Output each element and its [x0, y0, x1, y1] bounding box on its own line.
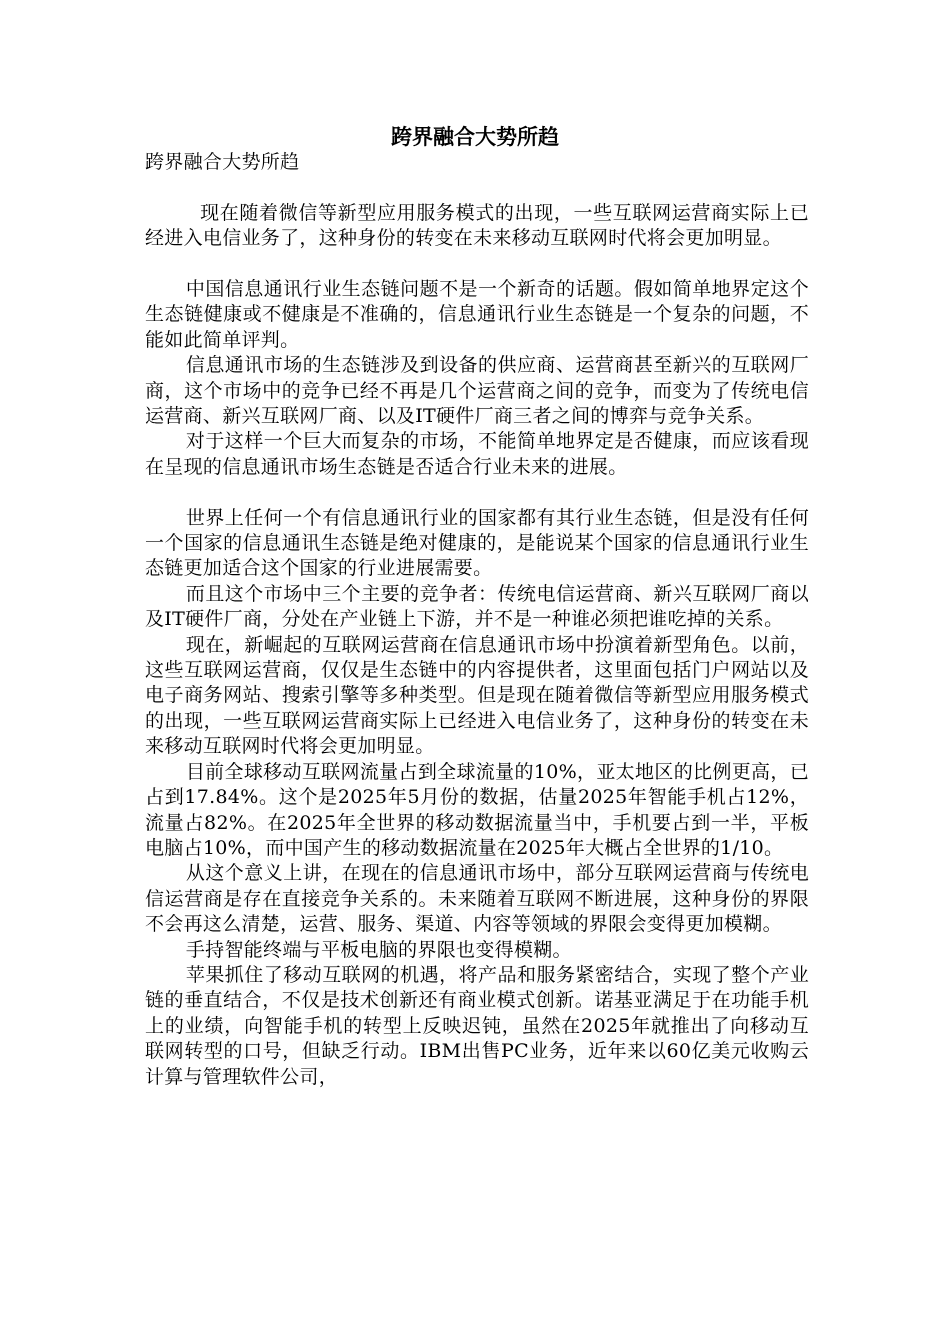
paragraph: 目前全球移动互联网流量占到全球流量的10%，亚太地区的比例更高，已占到17.84%。这个是2025年5月份的数据，估量2025年智能手机占12%，流量占82%。在2025年全世界的移动数据流量当中，手机要占到一半，平板电脑占10%，而中国产生的移动数据流量在2025年大概占全世界的1/10。 [145, 760, 809, 859]
paragraph: 手持智能终端与平板电脑的界限也变得模糊。 [185, 938, 572, 961]
paragraph: 中国信息通讯行业生态链问题不是一个新奇的话题。假如简单地界定这个生态链健康或不健康是不准确的，信息通讯行业生态链是一个复杂的问题，不能如此简单评判。 [145, 278, 809, 351]
paragraph: 苹果抓住了移动互联网的机遇，将产品和服务紧密结合，实现了整个产业链的垂直结合，不仅是技术创新还有商业模式创新。诺基亚满足于在功能手机上的业绩，向智能手机的转型上反映迟钝，虽然在2025年就推出了向移动互联网转型的口号，但缺乏行动。IBM出售PC业务，近年来以60亿美元收购云计算与管理软件公司， [145, 963, 809, 1088]
paragraph: 从这个意义上讲，在现在的信息通讯市场中，部分互联网运营商与传统电信运营商是存在直接竞争关系的。未来随着互联网不断进展，这种身份的界限不会再这么清楚，运营、服务、渠道、内容等领域的界限会变得更加模糊。 [145, 862, 809, 936]
paragraph: 对于这样一个巨大而复杂的市场，不能简单地界定是否健康，而应该看现在呈现的信息通讯市场生态链是否适合行业未来的进展。 [145, 430, 809, 478]
document-subtitle: 跨界融合大势所趋 [145, 151, 300, 173]
document-title: 跨界融合大势所趋 [391, 124, 559, 149]
document-body [145, 150, 809, 1090]
paragraph: 信息通讯市场的生态链涉及到设备的供应商、运营商甚至新兴的互联网厂商，这个市场中的竞争已经不再是几个运营商之间的竞争，而变为了传统电信运营商、新兴互联网厂商、以及IT硬件厂商三者之间的博弈与竞争关系。 [145, 354, 809, 428]
paragraph: 而且这个市场中三个主要的竞争者：传统电信运营商、新兴互联网厂商以及IT硬件厂商，分处在产业链上下游，并不是一种谁必须把谁吃掉的关系。 [145, 582, 809, 631]
paragraph: 现在随着微信等新型应用服务模式的出现，一些互联网运营商实际上已经进入电信业务了，这种身份的转变在未来移动互联网时代将会更加明显。 [145, 201, 809, 250]
paragraph: 世界上任何一个有信息通讯行业的国家都有其行业生态链，但是没有任何一个国家的信息通讯生态链是绝对健康的，是能说某个国家的信息通讯行业生态链更加适合这个国家的行业进展需要。 [145, 506, 809, 580]
paragraph: 现在，新崛起的互联网运营商在信息通讯市场中扮演着新型角色。以前，这些互联网运营商，仅仅是生态链中的内容提供者，这里面包括门户网站以及电子商务网站、搜索引擎等多种类型。但是现在随着微信等新型应用服务模式的出现，一些互联网运营商实际上已经进入电信业务了，这种身份的转变在未来移动互联网时代将会更加明显。 [145, 633, 809, 758]
